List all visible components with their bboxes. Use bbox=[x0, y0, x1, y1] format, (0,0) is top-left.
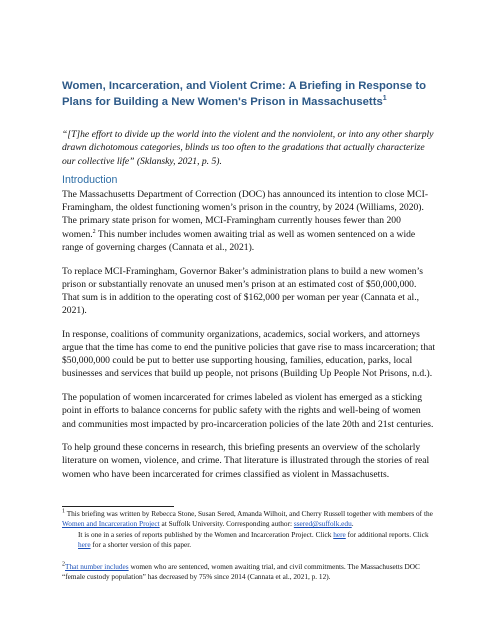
footnote-1 bbox=[62, 509, 438, 551]
footnote-1-line-b bbox=[62, 530, 438, 551]
paragraph-3: In response, coalitions of community organizations, academics, social workers, and attorneys argue that the time has come to end the punitive policies that gave rise to mass incarceration; that $50,000,000 could be put to better use supporting housing, families, education, parks, local businesses and services that build up people, not prisons (Building Up People Not Prisons, n.d.). bbox=[62, 328, 436, 380]
footnote-divider bbox=[62, 506, 174, 507]
title-text: Women, Incarceration, and Violent Crime: A Briefing in Response to Plans for Building a New Women's Prison in Massachusetts bbox=[62, 80, 427, 108]
footnote-1-text-f: for a shorter version of this paper. bbox=[90, 540, 192, 550]
women-incarceration-project-link[interactable]: Women and Incarceration Project bbox=[62, 519, 160, 529]
footnote-1-text-b: at Suffolk University. Corresponding author: bbox=[159, 519, 294, 529]
email-link[interactable]: ssered@suffolk.edu bbox=[293, 519, 352, 529]
footnote-1-text-a: This briefing was written by Rebecca Stone, Susan Sered, Amanda Wilhoit, and Cherry Russell together with members of the bbox=[65, 509, 433, 518]
document-title bbox=[62, 79, 442, 110]
footnote-2 bbox=[62, 562, 438, 583]
footnote-1-line-a bbox=[62, 509, 438, 530]
paragraph-2: To replace MCI-Framingham, Governor Baker’s administration plans to build a new women’s prison or substantially renovate an unused men’s prison at an estimated cost of $50,000,000. That sum is in addition to the operating cost of $162,000 per woman per year (Cannata et al., 2021). bbox=[62, 265, 423, 317]
footnote-1-mark: 1 bbox=[62, 508, 65, 515]
title-footnote-mark[interactable]: 1 bbox=[382, 94, 387, 102]
reports-here-link[interactable]: here bbox=[333, 529, 346, 539]
footnote-2-label: 2 bbox=[62, 561, 65, 568]
paragraph-5: To help ground these concerns in research, this briefing presents an overview of the scholarly literature on women, violence, and crime. That literature is illustrated through the stories of real women who have been incarcerated for crimes classified as violent in Massachusetts. bbox=[62, 442, 430, 480]
short-version-here-link[interactable]: here bbox=[78, 540, 91, 550]
paragraph-4: The population of women incarcerated for crimes labeled as violent has emerged as a sticking point in efforts to balance concerns for public safety with the rights and well-being of women and communities most impacted by pro-incarceration policies of the late 20th and 21st centuries. bbox=[62, 392, 434, 430]
paragraph-1-part-b: This number includes women awaiting trial as well as women sentenced on a wide range of governing charges (Cannata et al., 2021). bbox=[62, 228, 416, 253]
footnote-2-mark[interactable]: 2 bbox=[92, 228, 96, 235]
epigraph-quote: “[T]he effort to divide up the world into the violent and the nonviolent, or into any other sharply drawn dichotomous categories, blinds us too often to the gradations that actually characterize our collective life” (Sklansky, 2021, p. 5). bbox=[62, 129, 434, 167]
body-text bbox=[62, 188, 436, 491]
section-heading: Introduction bbox=[62, 174, 118, 186]
paragraph-1-part-a: The Massachusetts Department of Correction (DOC) has announced its intention to close MCI-Framingham, the oldest functioning women’s prison in the country, by 2024 (Williams, 2020). The primary state prison for women, MCI-Framingham currently houses fewer than 200 women. bbox=[62, 189, 429, 240]
paragraph-1 bbox=[62, 188, 436, 254]
footnote-1-text-d: It is one in a series of reports published by the Women and Incarceration Project. Click bbox=[78, 529, 334, 539]
footnote-1-text-c: . bbox=[351, 519, 354, 529]
footnote-1-text-e: for additional reports. Click bbox=[345, 529, 429, 539]
number-includes-link[interactable]: That number includes bbox=[65, 562, 129, 571]
footnote-2-text: women who are sentenced, women awaiting trial, and civil commitments. The Massachusetts DOC “female custody population” has decreased by 75% since 2014 (Cannata et al., 2021, p. 12). bbox=[62, 562, 420, 582]
